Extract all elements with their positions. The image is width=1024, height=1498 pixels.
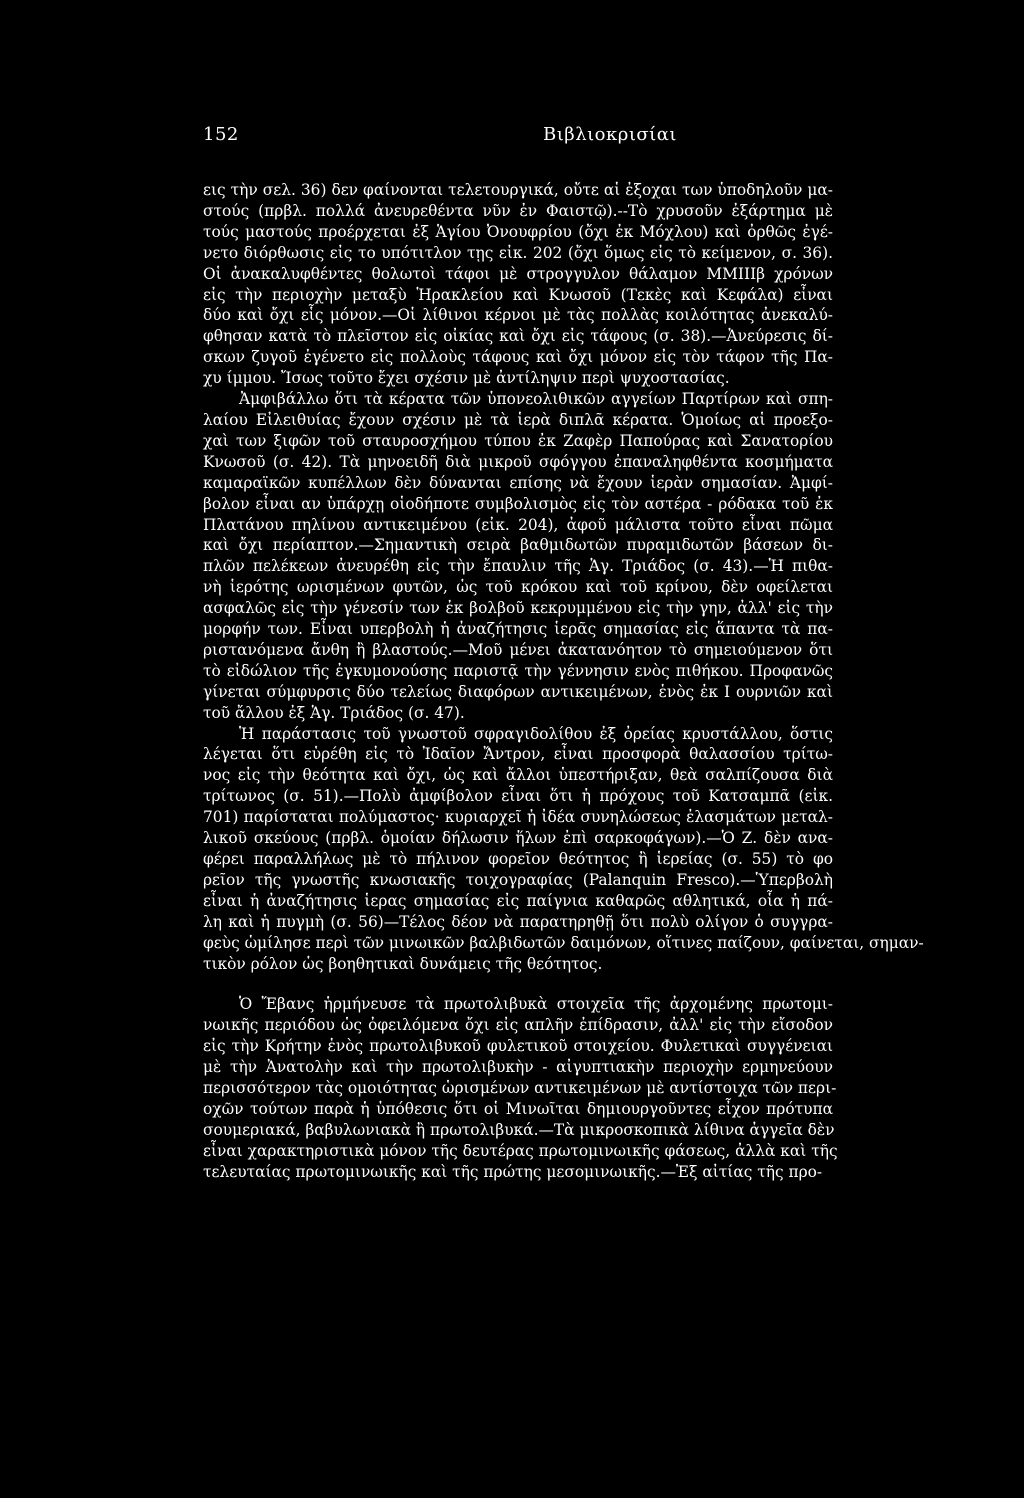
text-line: καὶ ὄχι περίαπτον.—Σημαντικὴ σειρὰ βαθμιδωτῶν πυραμιδωτῶν βάσεων δι- xyxy=(203,536,833,555)
paragraph xyxy=(203,180,833,389)
paragraph xyxy=(203,994,838,1182)
page-number: 152 xyxy=(203,124,239,145)
text-line: ριστανόμενα ἄνθη ἢ βλαστούς.—Μοῦ μένει ἀκατανόητον τὸ σημειούμενον ὅτι xyxy=(203,640,833,659)
text-line: Πλατάνου πηλίνου αντικειμένου (εἰκ. 204), ἀφοῦ μάλιστα τοῦτο εἶναι πῶμα xyxy=(203,515,833,534)
text-line: λικοῦ σκεύους (πρβλ. ὁμοίαν δήλωσιν ἥλων ἐπὶ σαρκοφάγων).—Ὁ Ζ. δὲν ανα- xyxy=(203,829,833,848)
text-line: τὸ εἰδώλιον τῆς ἐγκυμονούσης παριστᾷ τὴν γέννησιν ενὸς πιθήκου. Προφανῶς xyxy=(203,661,833,680)
text-line: φέρει παραλλήλως μὲ τὸ πήλινον φορεῖον θεότητος ἢ ἱερείας (σ. 55) τὸ φο xyxy=(203,850,833,868)
text-line: λαίου Εἰλειθυίας ἔχουν σχέσιν μὲ τὰ ἱερὰ διπλᾶ κέρατα. Ὁμοίως αἱ προεξο- xyxy=(203,410,833,429)
text-line: πλῶν πελέκεων ἀνευρέθη εἰς τὴν ἔπαυλιν τῆς Ἁγ. Τριάδος (σ. 43).—Ἡ πιθα- xyxy=(203,557,833,576)
text-line: Κνωσοῦ (σ. 42). Τὰ μηνοειδῆ διὰ μικροῦ σφόγγου ἐπαναληφθέντα κοσμήματα xyxy=(203,452,833,471)
text-line: τρίτωνος (σ. 51).—Πολὺ ἀμφίβολον εἶναι ὅτι ἡ πρόχους τοῦ Κατσαμπᾶ (εἰκ. xyxy=(203,787,833,806)
paragraph-gap xyxy=(203,974,833,994)
text-line: φεὺς ὡμίλησε περὶ τῶν μινωικῶν βαλβιδωτῶν δαιμόνων, οἵτινες παίζουν, φαίνεται, σημαν- xyxy=(203,933,924,952)
text-line: στούς (πρβλ. πολλά ἀνευρεθέντα νῦν ἐν Φαιστῷ).--Τὸ χρυσοῦν ἐξάρτημα μὲ xyxy=(203,201,833,220)
text-line: βολον εἶναι αν ὑπάρχῃ οἱοδήποτε συμβολισμὸς εἰς τὸν αστέρα - ρόδακα τοῦ ἐκ xyxy=(203,494,833,513)
text-line: οχῶν τούτων παρὰ ἡ ὑπόθεσις ὅτι οἱ Μινωῖται δημιουργοῦντες εἶχον πρότυπα xyxy=(203,1099,833,1118)
text-line: νος εἰς τὴν θεότητα καὶ ὄχι, ὡς καὶ ἄλλοι ὑπεστήριξαν, θεὰ σαλπίζουσα διὰ xyxy=(203,766,833,785)
text-line: εἰς τὴν Κρήτην ἑνὸς πρωτολιβυκοῦ φυλετικοῦ στοιχείου. Φυλετικαὶ συγγένειαι xyxy=(203,1037,833,1056)
text-line: 701) παρίσταται πολύμαστος· κυριαρχεῖ ἡ ἰδέα συνηλώσεως ἐλασμάτων μεταλ- xyxy=(203,808,833,827)
text-line: ρεῖον τῆς γνωστῆς κνωσιακῆς τοιχογραφίας (Palanquin Fresco).—Ὑπερβολὴ xyxy=(203,870,833,889)
text-line: καμαραϊκῶν κυπέλλων δὲν δύνανται επίσης νὰ ἔχουν ἱερὰν σημασίαν. Ἀμφί- xyxy=(203,473,833,492)
text-line: μορφήν των. Εἶναι υπερβολὴ ἡ ἀναζήτησις ἱερᾶς σημασίας εἰς ἅπαντα τὰ πα- xyxy=(203,620,833,639)
text-line: τικὸν ρόλον ὡς βοηθητικαὶ δυνάμεις τῆς θεότητος. xyxy=(203,954,603,973)
text-line: Ὁ Ἔβανς ἡρμήνευσε τὰ πρωτολιβυκὰ στοιχεῖα τῆς ἀρχομένης πρωτομι- xyxy=(239,995,833,1014)
text-line: δύο καὶ ὄχι εἷς μόνον.—Οἱ λίθινοι κέρνοι μὲ τὰς πολλὰς κοιλότητας ἀνεκαλύ- xyxy=(203,306,833,325)
text-line: Ἀμφιβάλλω ὅτι τὰ κέρατα τῶν ὑπονεολιθικῶν αγγείων Παρτίρων καὶ σπη- xyxy=(239,390,833,409)
paragraph xyxy=(203,724,924,975)
text-line: σουμεριακά, βαβυλωνιακὰ ἢ πρωτολιβυκά.—Τὰ μικροσκοπικὰ λίθινα ἀγγεῖα δὲν xyxy=(203,1120,835,1139)
text-line: εἶναι ἡ ἀναζήτησις ἱερας σημασίας εἰς παίγνια καθαρῶς αθλητικά, οἷα ἡ πά- xyxy=(203,891,833,910)
text-line: νετο διόρθωσις εἰς το υπότιτλον τῃς εἰκ. 202 (ὄχι ὅμως εἰς τὸ κείμενον, σ. 36). xyxy=(203,243,833,262)
text-line: περισσότερον τὰς ομοιότητας ὡρισμένων αντικειμένων μὲ αντίστοιχα τῶν περι- xyxy=(203,1079,837,1098)
body-text xyxy=(203,180,924,1183)
page-header xyxy=(203,124,833,154)
paragraph xyxy=(203,389,833,724)
text-line: χαὶ των ξιφῶν τοῦ σταυροσχήμου τύπου ἐκ Ζαφὲρ Παπούρας καὶ Σανατορίου xyxy=(203,431,833,450)
text-line: ασφαλῶς εἰς τὴν γένεσίν των ἐκ βολβοῦ κεκρυμμένου εἰς τὴν γην, ἀλλ' εἰς τὴν xyxy=(203,599,833,618)
text-line: λέγεται ὅτι εὑρέθη εἰς τὸ Ἰδαῖον Ἄντρον, εἶναι προσφορὰ θαλασσίου τρίτω- xyxy=(203,745,833,764)
text-line: εἶναι χαρακτηριστικὰ μόνον τῆς δευτέρας πρωτομινωικῆς φάσεως, ἀλλὰ καὶ τῆς xyxy=(203,1141,838,1160)
text-line: Ἡ παράστασις τοῦ γνωστοῦ σφραγιδολίθου ἐξ ὀρείας κρυστάλλου, ὅστις xyxy=(239,724,833,743)
text-line: γίνεται σύμφυρσις δύο τελείως διαφόρων αντικειμένων, ἑνὸς ἐκ Ι ουρνιῶν καὶ xyxy=(203,682,833,701)
text-line: χυ ίμμου. Ἴσως τοῦτο ἔχει σχέσιν μὲ ἀντίληψιν περὶ ψυχοστασίας. xyxy=(203,369,730,388)
text-line: λη καὶ ἡ πυγμὴ (σ. 56)—Τέλος δέον νὰ παρατηρηθῇ ὅτι πολὺ ολίγον ὁ συγγρα- xyxy=(203,912,833,931)
text-line: τούς μαστούς προέρχεται ἐξ Ἁγίου Ὀνουφρίου (ὄχι ἐκ Μόχλου) καὶ ὀρθῶς ἐγέ- xyxy=(203,222,833,241)
text-line: τοῦ ἄλλου ἐξ Ἁγ. Τριάδος (σ. 47). xyxy=(203,703,465,722)
text-line: μὲ τὴν Ἀνατολὴν καὶ τὴν πρωτολιβυκὴν - αἰγυπτιακὴν περιοχὴν ερμηνεύουν xyxy=(203,1058,833,1077)
text-line: τελευταίας πρωτομινωικῆς καὶ τῆς πρώτης μεσομινωικῆς.—Ἐξ αἰτίας τῆς προ- xyxy=(203,1162,823,1181)
running-title: Βιβλιοκρισίαι xyxy=(543,124,677,145)
text-line: νὴ ἱερότης ωρισμένων φυτῶν, ὡς τοῦ κρόκου καὶ τοῦ κρίνου, δὲν οφείλεται xyxy=(203,578,833,597)
text-line: σκων ζυγοῦ ἐγένετο εἰς πολλοὺς τάφους καὶ ὄχι μόνον εἰς τὸν τάφον τῆς Πα- xyxy=(203,348,833,367)
text-line: φθησαν κατὰ τὸ πλεῖστον εἰς οἰκίας καὶ ὄχι εἰς τάφους (σ. 38).—Ἀνεύρεσις δί- xyxy=(203,327,833,346)
text-line: εἰς τὴν περιοχὴν μεταξὺ Ἡρακλείου καὶ Κνωσοῦ (Τεκὲς καὶ Κεφάλα) εἶναι xyxy=(203,285,833,304)
text-line: εις τὴν σελ. 36) δεν φαίνονται τελετουργικά, οὔτε αἱ ἐξοχαι των ὑποδηλοῦν μα- xyxy=(203,181,833,199)
text-line: νωικῆς περιόδου ὡς ὀφειλόμενα ὄχι εἰς απλῆν ἐπίδρασιν, ἀλλ' εἰς τὴν εἴσοδον xyxy=(203,1016,833,1035)
text-line: Οἱ ἀνακαλυφθέντες θολωτοὶ τάφοι μὲ στρογγυλον θάλαμον ΜΜΙΙΙβ χρόνων xyxy=(203,264,833,283)
